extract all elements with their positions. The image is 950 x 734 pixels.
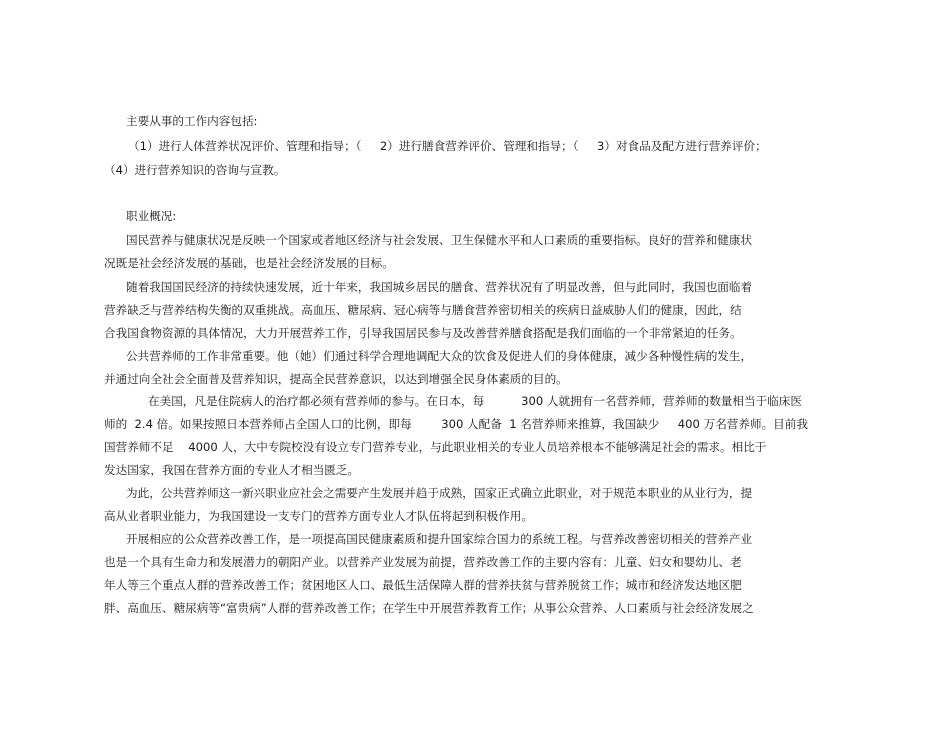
text-line: 发达国家，我国在营养方面的专业人才相当匮乏。	[104, 463, 360, 477]
text-line: 年人等三个重点人群的营养改善工作；贫困地区人口、最低生活保障人群的营养扶贫与营养脱贫工作；城市和经济发达地区肥	[104, 578, 742, 592]
section-heading: 职业概况:	[126, 209, 177, 223]
text-line: 并通过向全社会全面普及营养知识，提高全民营养意识，以达到增强全民身体素质的目的。	[104, 372, 568, 386]
text-line: 国民营养与健康状况是反映一个国家或者地区经济与社会发展、卫生保健水平和人口素质的重要指标。良好的营养和健康状	[126, 233, 753, 247]
text-line: 开展相应的公众营养改善工作，是一项提高国民健康素质和提升国家综合国力的系统工程。与营养改善密切相关的营养产业	[126, 532, 753, 546]
text-line: 公共营养师的工作非常重要。他（她）们通过科学合理地调配大众的饮食及促进人们的身体健康，减少各种慢性病的发生，	[126, 349, 753, 363]
text-line: 为此，公共营养师这一新兴职业应社会之需要产生发展并趋于成熟，国家正式确立此职业，对于规范本职业的从业行为，提	[126, 486, 753, 500]
text-line: 主要从事的工作内容包括:	[126, 114, 258, 128]
text-line: 营养缺乏与营养结构失衡的双重挑战。高血压、糖尿病、冠心病等与膳食营养密切相关的疾病日益威胁人们的健康，因此，结	[104, 303, 742, 317]
text-line: 也是一个具有生命力和发展潜力的朝阳产业。以营养产业发展为前提，营养改善工作的主要内容有：儿童、妇女和婴幼儿、老	[104, 555, 742, 569]
text-line: 胖、高血压、糖尿病等“富贵病”人群的营养改善工作；在学生中开展营养教育工作；从事公众营养、人口素质与社会经济发展之	[104, 601, 754, 615]
text-line: 师的 2.4 倍。如果按照日本营养师占全国人口的比例，即每 300 人配备 1 名营养师来推算，我国缺少 400 万名营养师。目前我	[104, 417, 808, 431]
text-line: 国营养师不足 4000 人，大中专院校没有设立专门营养专业，与此职业相关的专业人员培养根本不能够满足社会的需求。相比于	[104, 440, 767, 454]
text-line: （1）进行人体营养状况评价、管理和指导；（ 2）进行膳食营养评价、管理和指导；（ 3）对食品及配方进行营养评价；	[128, 139, 767, 153]
text-line: 在美国，凡是住院病人的治疗都必须有营养师的参与。在日本，每 300 人就拥有一名营养师，营养师的数量相当于临床医	[148, 394, 802, 408]
text-line: 高从业者职业能力，为我国建设一支专门的营养方面专业人才队伍将起到积极作用。	[104, 509, 533, 523]
text-line: 随着我国国民经济的持续快速发展，近十年来，我国城乡居民的膳食、营养状况有了明显改善，但与此同时，我国也面临着	[126, 280, 753, 294]
text-line: 合我国食物资源的具体情况，大力开展营养工作，引导我国居民参与及改善营养膳食搭配是我们面临的一个非常紧迫的任务。	[104, 326, 742, 340]
text-line: （4）进行营养知识的咨询与宣教。	[104, 163, 286, 177]
text-line: 况既是社会经济发展的基础，也是社会经济发展的目标。	[104, 256, 394, 270]
